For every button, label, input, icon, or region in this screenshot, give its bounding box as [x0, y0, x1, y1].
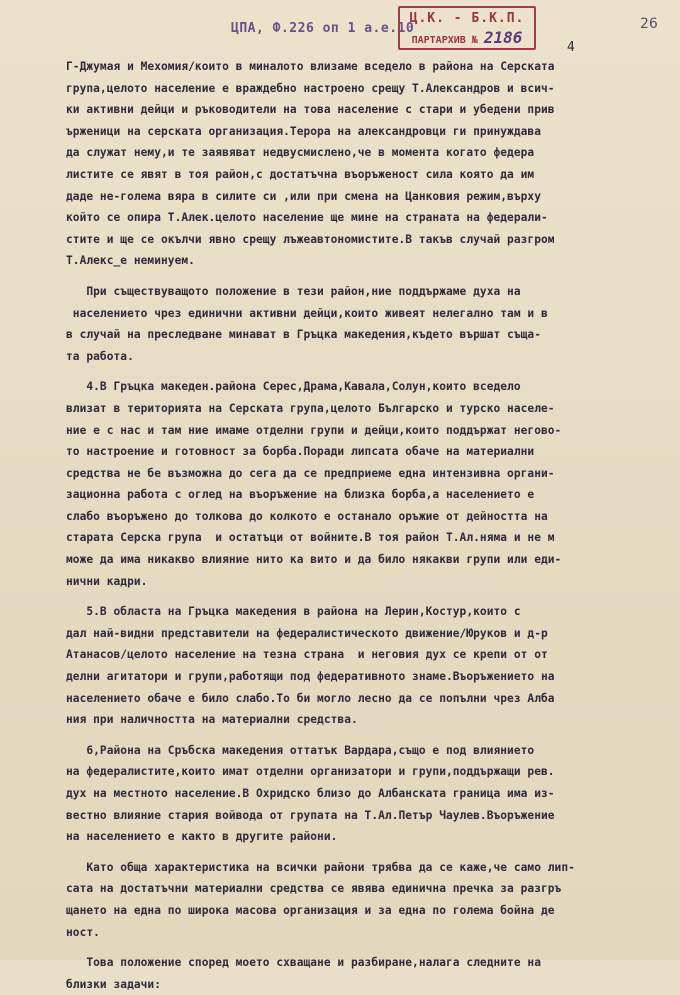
text-line: стите и ще се окълчи явно срещу лъжеавтономистите.В такъв случай разгром: [66, 232, 555, 246]
text-line: може да има никакво влияние нито ка вито и да било някакви групи или еди-: [66, 553, 562, 567]
text-line: слабо въоръжено до толкова до колкото е останало оръжие от дейността на: [66, 509, 548, 523]
folio-number: 26: [640, 16, 658, 32]
text-line: Като обща характеристика на всички райони трябва да се каже,че само лип-: [66, 860, 575, 874]
text-line: 6,Района на Сръбска македения оттатък Вардара,също е под влиянието: [66, 743, 535, 757]
text-line: група,целото население е враждебно настроено срещу Т.Александров и всич-: [66, 81, 555, 95]
paragraph-gap: [66, 848, 678, 857]
text-line: 4.В Гръцка македен.района Серес,Драма,Кавала,Солун,които вседело: [66, 380, 521, 394]
text-line: ки активни дейци и ръководители на това население с стари и убедени прив: [66, 103, 555, 117]
paragraph-gap: [66, 943, 678, 952]
text-line: Г-Джумая и Мехомия/които в миналото влизаме вседело в района на Серската: [66, 60, 555, 73]
text-line: делни агитатори и групи,работящи под федеративното знаме.Въоръжението на: [66, 670, 555, 684]
stamp-title: Ц.К. - Б.К.П.: [409, 11, 525, 26]
stamp-subtitle: [400, 28, 534, 47]
text-line: да служат нему,и те заявяват недвусмислено,че в момента когато федера: [66, 146, 535, 160]
text-line: листите се явят в тоя район,с достатъчна въоръженост сила която да им: [66, 167, 535, 181]
text-line: дух на местното население.В Охридско близо до Албанската граница има из-: [66, 787, 555, 800]
text-line: близки задачи:: [66, 977, 161, 991]
text-line: населението чрез единични активни дейци,които живеят нелегално там и в: [66, 306, 548, 320]
text-line: дал най-видни представители на федералистическото движение/Юруков и д-р: [66, 626, 548, 640]
text-line: на населението е както в другите райони.: [66, 830, 338, 844]
text-line: средства не бе възможна до сега да се предприеме една интензивна органи-: [66, 466, 555, 480]
text-line: При съществуващото положение в тези район,ние поддържаме духа на: [66, 284, 521, 298]
text-line: даде не-голема вяра в силите си ,или при смена на Цанковия режим,върху: [66, 189, 541, 203]
stamp-sub-label: ПАРТАРХИВ №: [411, 35, 478, 46]
text-line: населението обаче е било слабо.То би могло лесно да се попълни чрез Албa: [66, 691, 555, 705]
text-line: ърженици на серската организация.Терора на александровци ги принуждава: [66, 124, 541, 138]
text-line: нични кадри.: [66, 574, 148, 588]
text-line: в случай на преследване минават в Гръцка македения,където вършат съща-: [66, 328, 541, 342]
page-number: 4: [567, 40, 575, 55]
paragraph-gap: [66, 367, 678, 376]
text-line: сата на достатъчни материални средства се явява единична пречка за разгръ: [66, 882, 562, 896]
stamp-number: 2186: [483, 28, 523, 47]
typewritten-body: [66, 56, 678, 995]
paragraph-gap: [66, 731, 678, 740]
text-line: ние е с нас и там ние имаме отделни групи и дейци,които поддържат негово-: [66, 423, 562, 437]
text-line: Това положение според моето схващане и разбиране,налага следните на: [66, 956, 541, 970]
text-line: вестно влияние стария войвода от групата на Т.Ал.Петър Чаулев.Въоръжение: [66, 808, 555, 822]
text-line: Т.Алекс_е неминуем.: [66, 254, 195, 268]
archive-reference: ЦПА, Ф.226 оп 1 а.е.10: [231, 21, 415, 36]
text-line: та работа.: [66, 349, 134, 363]
text-line: старата Серска група и остатъци от войните.В тоя район Т.Ал.няма и не м: [66, 531, 555, 545]
text-line: ност.: [66, 925, 100, 939]
text-line: Атанасов/целото население на тезна страна и неговия дух се крепи от от: [66, 648, 548, 662]
paragraph-gap: [66, 592, 678, 601]
party-archive-stamp: [398, 6, 536, 50]
text-line: на федералистите,които имат отделни организатори и групи,поддържащи рев.: [66, 765, 555, 779]
text-line: ния при наличността на материални средства.: [66, 713, 358, 727]
text-line: зационна работа с оглед на въоръжение на близка борба,а населението е: [66, 488, 535, 502]
text-line: 5.В областа на Гръцка македения в района на Лерин,Костур,които с: [66, 605, 521, 619]
paragraph-gap: [66, 272, 678, 281]
text-line: влизат в територията на Серската група,целото Българско и турско населе-: [66, 401, 555, 415]
text-line: който се опира Т.Алек.целото население ще мине на страната на федерали-: [66, 211, 548, 225]
text-line: то настроение и готовност за борба.Поради липсата обаче на материални: [66, 445, 535, 459]
text-line: щането на една по широка масова организация и за една по голема бойна де: [66, 903, 555, 917]
